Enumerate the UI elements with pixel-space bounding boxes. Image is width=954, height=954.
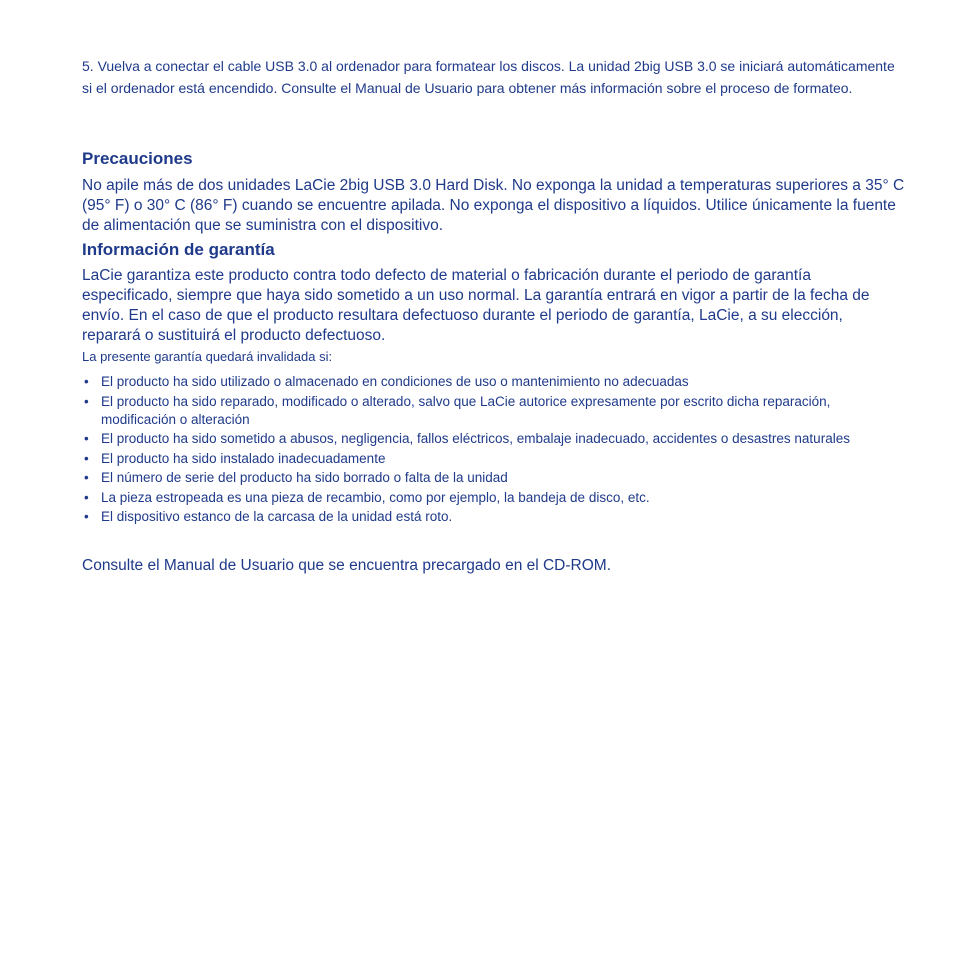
list-item [82,450,902,468]
list-item-text: El producto ha sido utilizado o almacenado en condiciones de uso o mantenimiento no adecuadas [101,374,689,389]
list-item-text: El producto ha sido reparado, modificado o alterado, salvo que LaCie autorice expresamente por escrito dicha reparación, modificación o alteración [101,393,831,427]
list-item-text: El producto ha sido sometido a abusos, negligencia, fallos eléctricos, embalaje inadecuado, accidentes o desastres naturales [101,431,850,446]
list-item [82,430,902,448]
precautions-text: No apile más de dos unidades LaCie 2big USB 3.0 Hard Disk. No exponga la unidad a temperaturas superiores a 35° C (95° F) o 30° C (86° F) cuando se encuentre apilada. No exponga el dispositivo a líquidos. Utilice únicamente la fuente de alimentación que se suministra con el dispositivo. [82,177,905,234]
list-item-text: El producto ha sido instalado inadecuadamente [101,450,386,466]
warranty-text: LaCie garantiza este producto contra todo defecto de material o fabricación durante el periodo de garantía especificado, siempre que haya sido sometido a un uso normal. La garantía entrará en vigor a partir de la fecha de envío. En el caso de que el producto resultara defectuoso durante el periodo de garantía, LaCie, a su elección, reparará o sustituirá el producto defectuoso. [82,267,870,344]
bullet-icon: • [84,470,89,485]
bullet-icon: • [84,509,89,524]
cd-rom-manual-note: Consulte el Manual de Usuario que se encuentra precargado en el CD-ROM. [82,557,612,574]
list-item-text: La pieza estropeada es una pieza de recambio, como por ejemplo, la bandeja de disco, etc. [101,489,650,505]
list-item [82,508,902,526]
list-item-text: El número de serie del producto ha sido borrado o falta de la unidad [101,470,508,485]
bullet-icon: • [84,393,89,409]
warranty-heading: Información de garantía [82,240,275,259]
bullet-icon: • [84,374,89,389]
bullet-icon: • [84,489,89,505]
bullet-icon: • [84,450,89,466]
list-item [82,393,902,429]
warranty-void-intro: La presente garantía quedará invalidada si: [82,349,333,364]
bullet-icon: • [84,431,89,446]
list-item [82,469,902,487]
list-item [82,373,902,391]
precautions-heading: Precauciones [82,149,193,168]
list-item-text: El dispositivo estanco de la carcasa de la unidad está roto. [101,509,453,524]
list-item [82,489,902,507]
step-5-instruction: 5. Vuelva a conectar el cable USB 3.0 al ordenador para formatear los discos. La unidad 2big USB 3.0 se iniciará automáticamente si el ordenador está encendido. Consulte el Manual de Usuario para obtener más información sobre el proceso de formateo. [82,58,895,96]
warranty-void-list [82,373,902,528]
